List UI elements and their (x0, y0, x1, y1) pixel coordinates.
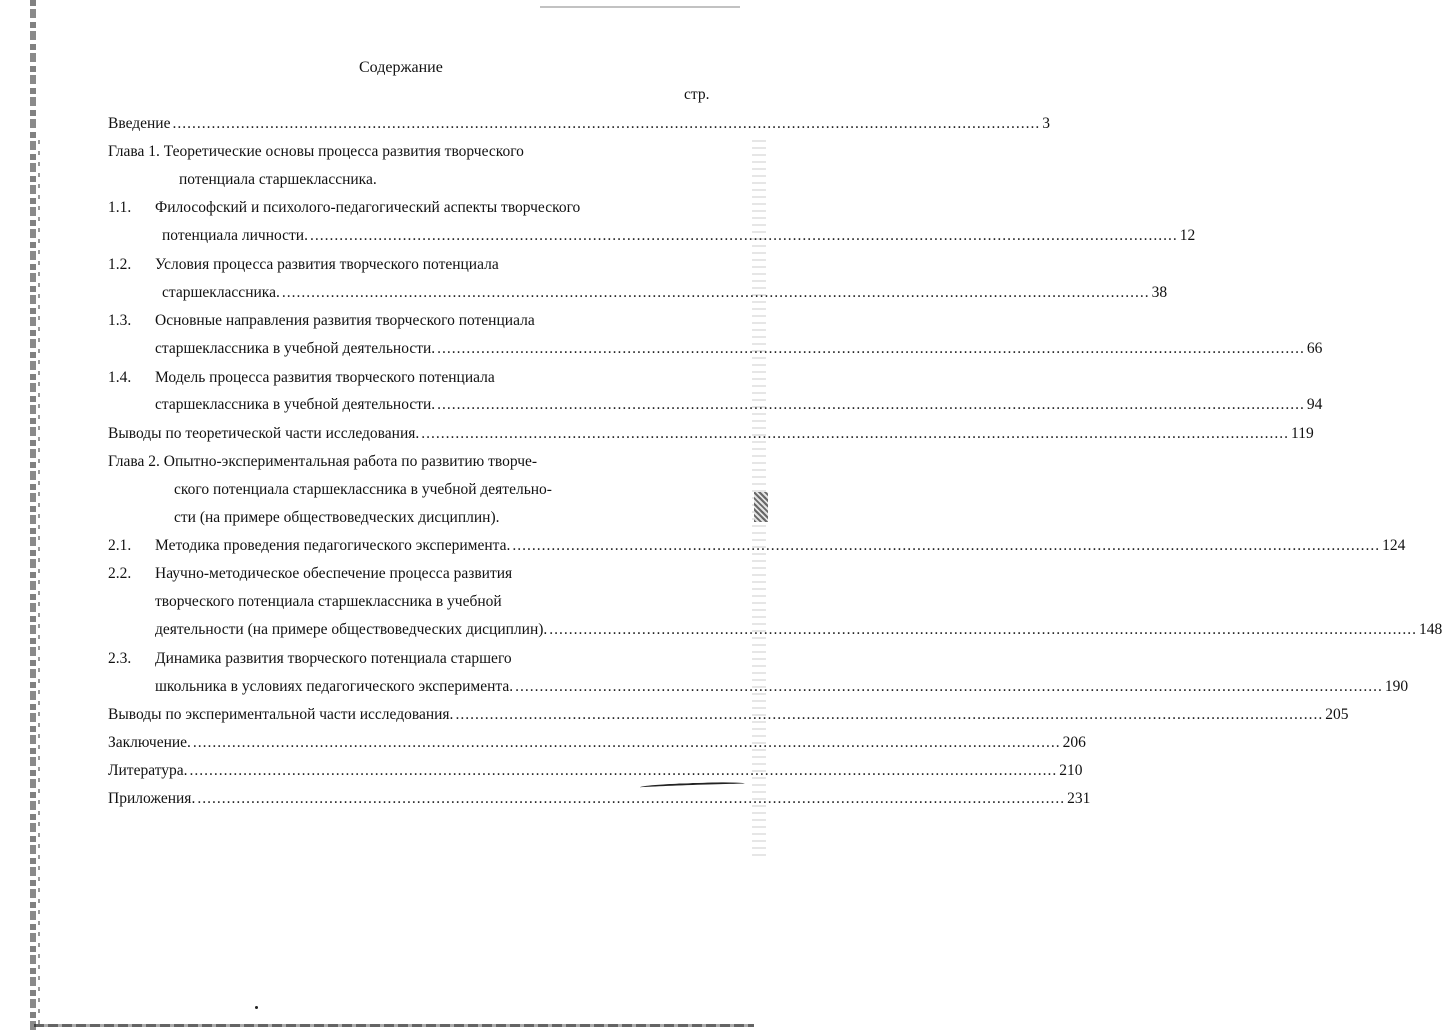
section-number: 2.2. (108, 565, 132, 582)
toc-entry-title: школьника в условиях педагогического эксперимента. (155, 678, 514, 695)
section-number: 2.3. (108, 650, 132, 667)
scan-edge-left (30, 0, 36, 1034)
chapter-2-title-cont: сти (на примере обществоведческих дисциплин). (174, 509, 500, 526)
scan-noise-left (38, 140, 40, 1030)
toc-entry-page: 205 (1325, 706, 1349, 723)
toc-entry-theoretical-conclusions (108, 425, 1314, 443)
toc-entry-intro (108, 115, 1050, 133)
chapter-2-title-cont: ского потенциала старшеклассника в учебной деятельно- (174, 481, 552, 498)
toc-entry-title: Выводы по теоретической части исследования. (108, 425, 420, 442)
leader-dots: .................................................................................................................................................................................. (309, 227, 1178, 244)
leader-dots: .................................................................................................................................................................................. (421, 425, 1290, 442)
section-number: 1.3. (108, 312, 132, 329)
toc-entry-page: 148 (1419, 621, 1442, 638)
toc-entry-title: Литература. (108, 762, 188, 779)
section-number: 2.1. (108, 537, 132, 554)
section-1-1-title: Философский и психолого-педагогический аспекты творческого (155, 199, 581, 216)
leader-dots: .................................................................................................................................................................................. (437, 396, 1305, 413)
section-2-2-title-cont: творческого потенциала старшеклассника в учебной (155, 593, 502, 610)
section-number: 1.1. (108, 199, 132, 216)
toc-entry-title: потенциала личности. (162, 227, 308, 244)
toc-entry-conclusion (108, 734, 1086, 752)
toc-entry-2-3 (155, 678, 1409, 696)
scan-blot-right (754, 492, 768, 522)
leader-dots: .................................................................................................................................................................................. (189, 762, 1058, 779)
toc-entry-page: 119 (1291, 425, 1314, 442)
toc-entry-appendices (108, 790, 1091, 808)
section-1-3-title: Основные направления развития творческого потенциала (155, 312, 535, 329)
toc-entry-page: 66 (1306, 340, 1323, 357)
toc-entry-title: деятельности (на примере обществоведческих дисциплин). (155, 621, 548, 638)
toc-entry-page: 231 (1067, 790, 1091, 807)
chapter-2-title: Глава 2. Опытно-экспериментальная работа по развитию творче- (108, 453, 538, 470)
leader-dots: .................................................................................................................................................................................. (281, 284, 1150, 301)
leader-dots: .................................................................................................................................................................................. (512, 537, 1381, 554)
toc-entry-2-2 (155, 621, 1442, 639)
toc-entry-title: Приложения. (108, 790, 196, 807)
section-2-2-title: Научно-методическое обеспечение процесса развития (155, 565, 513, 582)
toc-entry-page: 38 (1151, 284, 1168, 301)
toc-entry-title: Введение (108, 115, 171, 132)
leader-dots: .................................................................................................................................................................................. (437, 340, 1305, 357)
chapter-1-title: Глава 1. Теоретические основы процесса развития творческого (108, 143, 524, 160)
section-2-3-title: Динамика развития творческого потенциала старшего (155, 650, 512, 667)
scan-edge-top (540, 6, 740, 8)
toc-entry-1-2 (162, 284, 1168, 302)
leader-dots: .................................................................................................................................................................................. (549, 621, 1418, 638)
toc-entry-1-3 (155, 340, 1323, 358)
toc-heading: Содержание (359, 59, 443, 76)
toc-entry-title: Методика проведения педагогического эксперимента. (155, 537, 511, 554)
toc-entry-literature (108, 762, 1083, 780)
toc-entry-title: Выводы по экспериментальной части исследования. (108, 706, 454, 723)
toc-entry-page: 12 (1179, 227, 1196, 244)
leader-dots: .................................................................................................................................................................................. (197, 790, 1066, 807)
section-number: 1.4. (108, 369, 132, 386)
toc-entry-page: 94 (1306, 396, 1323, 413)
leader-dots: .................................................................................................................................................................................. (515, 678, 1383, 695)
toc-entry-title: старшеклассника в учебной деятельности. (155, 396, 436, 413)
toc-entry-page: 190 (1384, 678, 1409, 695)
toc-entry-page: 206 (1062, 734, 1086, 751)
toc-entry-title: старшеклассника в учебной деятельности. (155, 340, 436, 357)
toc-entry-page: 3 (1042, 115, 1050, 132)
section-number: 1.2. (108, 256, 132, 273)
page-column-label: стр. (684, 86, 710, 103)
section-1-2-title: Условия процесса развития творческого потенциала (155, 256, 499, 273)
chapter-1-title-cont: потенциала старшеклассника. (179, 171, 377, 188)
handwritten-underline (640, 781, 745, 790)
section-1-4-title: Модель процесса развития творческого потенциала (155, 369, 495, 386)
scan-speck (255, 1006, 258, 1009)
toc-entry-1-1 (162, 227, 1196, 245)
toc-entry-2-1 (155, 537, 1406, 555)
toc-entry-page: 210 (1059, 762, 1083, 779)
toc-entry-title: старшеклассника. (162, 284, 280, 301)
toc-entry-page: 124 (1382, 537, 1406, 554)
leader-dots: .................................................................................................................................................................................. (192, 734, 1061, 751)
toc-entry-experimental-conclusions (108, 706, 1349, 724)
toc-entry-title: Заключение. (108, 734, 191, 751)
scan-edge-bottom (34, 1024, 754, 1027)
toc-entry-1-4 (155, 396, 1323, 414)
leader-dots: .................................................................................................................................................................................. (455, 706, 1324, 723)
leader-dots: .................................................................................................................................................................................. (172, 115, 1041, 132)
